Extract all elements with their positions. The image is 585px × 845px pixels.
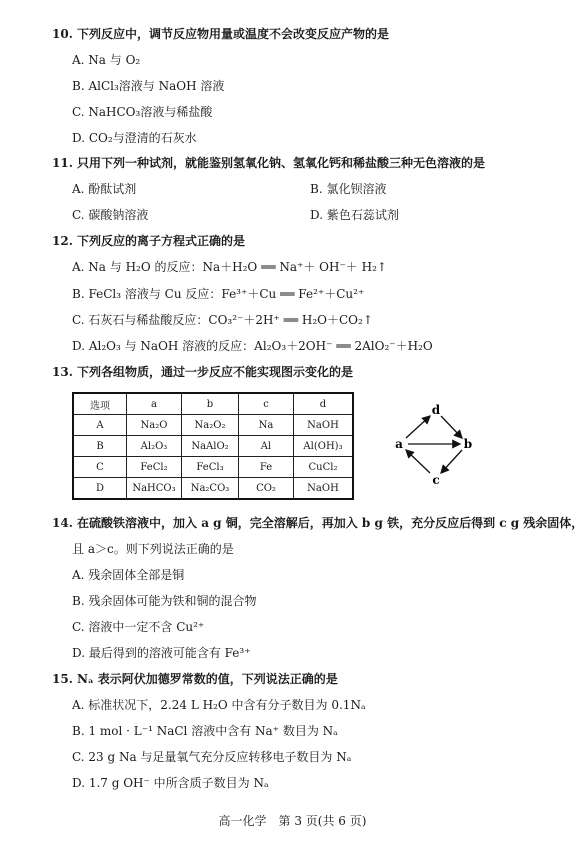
node-d: d bbox=[431, 403, 441, 417]
arrow-a-to-d bbox=[406, 416, 430, 438]
table-cell: D bbox=[73, 478, 127, 500]
table-header-cell: a bbox=[127, 393, 182, 415]
q12-option-a: A. Na 与 H₂O 的反应：Na＋H₂O ══ Na⁺＋ OH⁻＋ H₂↑ bbox=[72, 260, 387, 274]
table-header-cell: b bbox=[182, 393, 239, 415]
q14-option-a: A. 残余固体全部是铜 bbox=[72, 568, 185, 582]
q11-option-d: D. 紫色石蕊试剂 bbox=[310, 208, 399, 222]
table-cell: CuCl₂ bbox=[294, 457, 354, 478]
q10-option-b: B. AlCl₃溶液与 NaOH 溶液 bbox=[72, 79, 225, 93]
table-cell: NaHCO₃ bbox=[127, 478, 182, 500]
arrow-b-to-c bbox=[441, 450, 462, 473]
q13-transformation-diagram bbox=[392, 400, 482, 490]
table-cell: FeCl₂ bbox=[127, 457, 182, 478]
table-cell: A bbox=[73, 415, 127, 436]
table-cell: B bbox=[73, 436, 127, 457]
table-cell: CO₂ bbox=[239, 478, 294, 500]
table-row bbox=[73, 478, 353, 500]
node-a: a bbox=[395, 437, 403, 451]
table-row bbox=[73, 457, 353, 478]
page-footer: 高一化学 第 3 页(共 6 页) bbox=[218, 814, 367, 828]
table-cell: Na₂O₂ bbox=[182, 415, 239, 436]
q12-option-b: B. FeCl₃ 溶液与 Cu 反应：Fe³⁺＋Cu ══ Fe²⁺＋Cu²⁺ bbox=[72, 287, 365, 301]
question-12-stem: 12. 下列反应的离子方程式正确的是 bbox=[52, 234, 246, 248]
table-cell: NaOH bbox=[294, 415, 354, 436]
q13-table bbox=[72, 392, 354, 500]
table-cell: Na₂CO₃ bbox=[182, 478, 239, 500]
table-cell: NaAlO₂ bbox=[182, 436, 239, 457]
q14-option-b: B. 残余固体可能为铁和铜的混合物 bbox=[72, 594, 257, 608]
question-13-stem: 13. 下列各组物质，通过一步反应不能实现图示变化的是 bbox=[52, 365, 354, 379]
q15-option-a: A. 标准状况下，2.24 L H₂O 中含有分子数目为 0.1Nₐ bbox=[72, 698, 366, 712]
q10-option-a: A. Na 与 O₂ bbox=[72, 53, 141, 67]
table-cell: C bbox=[73, 457, 127, 478]
q15-option-c: C. 23 g Na 与足量氧气充分反应转移电子数目为 Nₐ bbox=[72, 750, 352, 764]
q15-option-b: B. 1 mol · L⁻¹ NaCl 溶液中含有 Na⁺ 数目为 Nₐ bbox=[72, 724, 338, 738]
question-14-stem-line1: 14. 在硫酸铁溶液中，加入 a g 铜，完全溶解后，再加入 b g 铁，充分反应后得到 c g 残余固体， bbox=[52, 516, 584, 530]
table-header-cell: d bbox=[294, 393, 354, 415]
node-b: b bbox=[463, 437, 473, 451]
table-header-cell: 选项 bbox=[73, 393, 127, 415]
table-cell: Na bbox=[239, 415, 294, 436]
arrow-c-to-a bbox=[406, 450, 430, 473]
q10-option-d: D. CO₂与澄清的石灰水 bbox=[72, 131, 197, 145]
q11-option-c: C. 碳酸钠溶液 bbox=[72, 208, 149, 222]
q14-option-d: D. 最后得到的溶液可能含有 Fe³⁺ bbox=[72, 646, 251, 660]
table-cell: Fe bbox=[239, 457, 294, 478]
node-c: c bbox=[432, 473, 440, 487]
q10-option-c: C. NaHCO₃溶液与稀盐酸 bbox=[72, 105, 213, 119]
table-cell: Al bbox=[239, 436, 294, 457]
q11-option-b: B. 氯化钡溶液 bbox=[310, 182, 387, 196]
question-11-stem: 11. 只用下列一种试剂，就能鉴别氢氧化钠、氢氧化钙和稀盐酸三种无色溶液的是 bbox=[52, 156, 486, 170]
q15-option-d: D. 1.7 g OH⁻ 中所含质子数目为 Nₐ bbox=[72, 776, 269, 790]
table-cell: FeCl₃ bbox=[182, 457, 239, 478]
question-15-stem: 15. Nₐ 表示阿伏加德罗常数的值，下列说法正确的是 bbox=[52, 672, 338, 686]
table-row bbox=[73, 436, 353, 457]
table-cell: Na₂O bbox=[127, 415, 182, 436]
table-row bbox=[73, 415, 353, 436]
table-header-cell: c bbox=[239, 393, 294, 415]
question-14-stem-line2: 且 a＞c。则下列说法正确的是 bbox=[72, 542, 234, 556]
q12-option-d: D. Al₂O₃ 与 NaOH 溶液的反应：Al₂O₃＋2OH⁻ ══ 2AlO₂⁻＋H₂O bbox=[72, 339, 433, 353]
q14-option-c: C. 溶液中一定不含 Cu²⁺ bbox=[72, 620, 205, 634]
table-cell: Al(OH)₃ bbox=[294, 436, 354, 457]
table-header-row bbox=[73, 393, 353, 415]
question-10-stem: 10. 下列反应中，调节反应物用量或温度不会改变反应产物的是 bbox=[52, 27, 390, 41]
q11-option-a: A. 酚酞试剂 bbox=[72, 182, 137, 196]
arrow-d-to-b bbox=[441, 416, 462, 438]
table-cell: NaOH bbox=[294, 478, 354, 500]
table-cell: Al₂O₃ bbox=[127, 436, 182, 457]
q12-option-c: C. 石灰石与稀盐酸反应：CO₃²⁻＋2H⁺ ══ H₂O＋CO₂↑ bbox=[72, 313, 373, 327]
